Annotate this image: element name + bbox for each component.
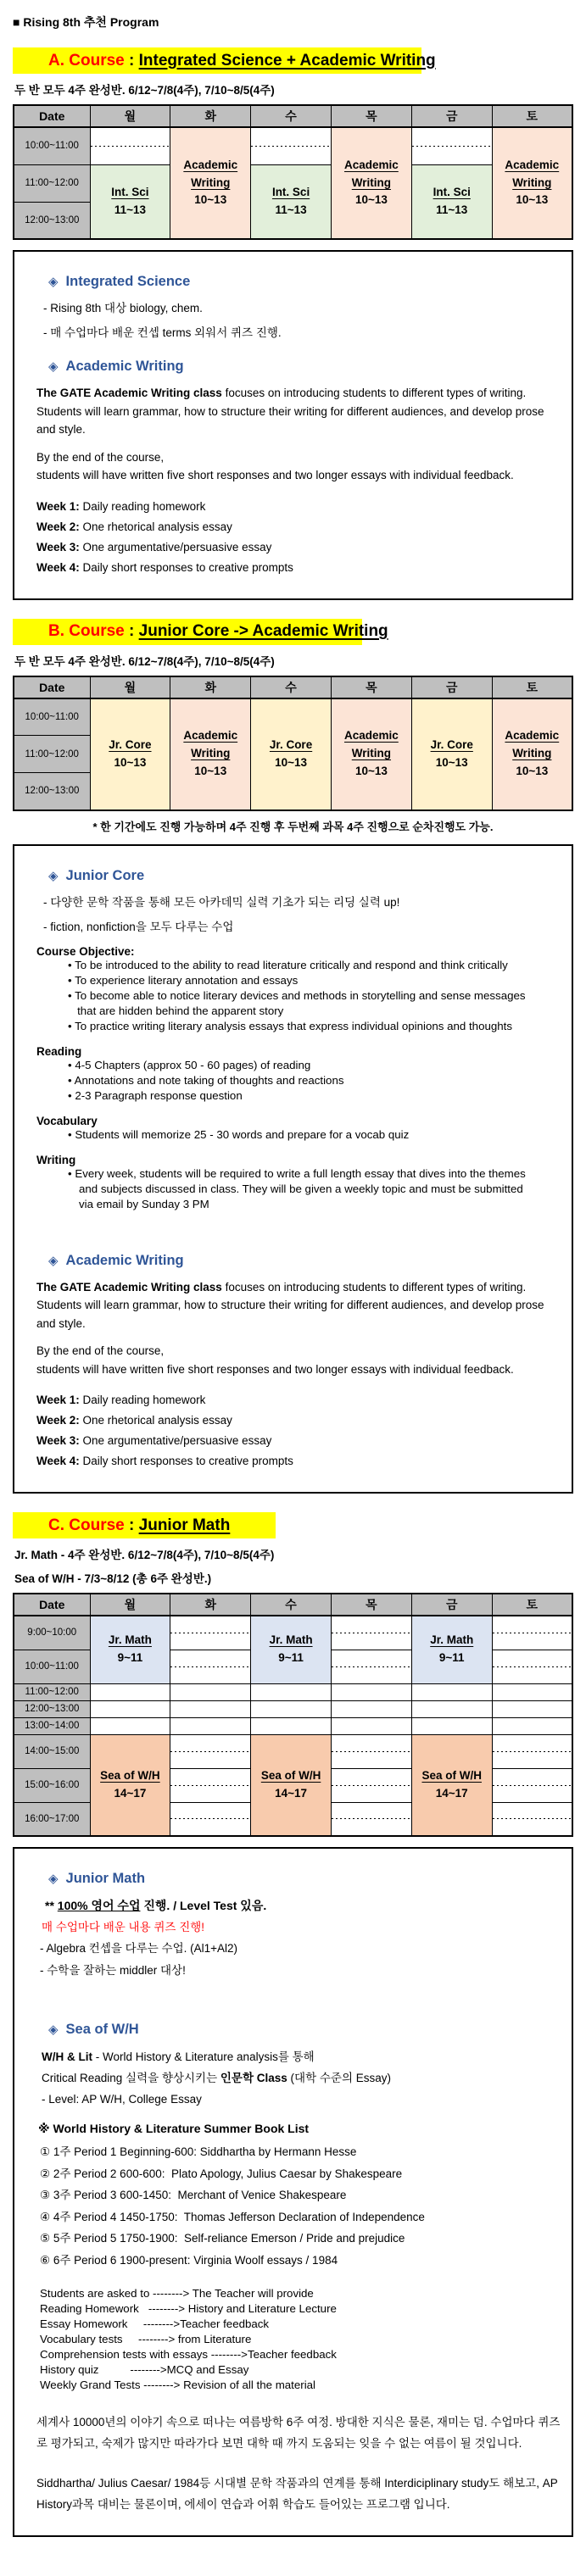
sea-paragraph-2: Siddhartha/ Julius Caesar/ 1984등 시대별 문학 작품과의 연계를 통해 Interdiciplinary study도 해보고, AP History과목 대비는 물론이며, 에세이 연습과 어휘 학습도 들어있는 프로그램 입니다. <box>36 2477 558 2511</box>
class-cell-sea-of-wh <box>411 1734 492 1836</box>
class-time: 11~13 <box>114 203 146 216</box>
table-row <box>14 1734 572 1768</box>
diamond-icon: ◈ <box>48 1872 59 1886</box>
booklist-title: ※ World History & Literature Summer Book List <box>38 2122 310 2135</box>
class-name: Jr. Core <box>430 737 473 751</box>
line1-underline: 100% 영어 수업 <box>57 1899 141 1912</box>
empty-cell <box>251 1683 332 1700</box>
diamond-icon: ◈ <box>48 359 59 374</box>
day-header-tue: 화 <box>170 676 251 698</box>
empty-cell <box>170 1616 251 1650</box>
course-b-title: Junior Core -> Academic Writing <box>138 622 388 640</box>
empty-cell <box>492 1616 572 1650</box>
line2-rest: (대학 수준의 Essay) <box>287 2072 391 2084</box>
list-item: - 다양한 문학 작품을 통해 모든 아카데믹 실력 기초가 되는 리딩 실력 up! <box>43 895 400 909</box>
day-header-fri: 금 <box>411 105 492 127</box>
line1-bold: W/H & Lit <box>42 2050 92 2063</box>
empty-cell <box>170 1802 251 1836</box>
week-label: Week 3: <box>36 540 80 554</box>
table-row <box>14 1717 572 1734</box>
class-cell-academic-writing <box>492 698 572 810</box>
class-name: Academic Writing <box>343 158 399 189</box>
class-time: 9~11 <box>438 1651 465 1665</box>
section-heading-academic-writing <box>48 359 550 375</box>
empty-cell <box>170 1650 251 1683</box>
empty-cell <box>331 1683 411 1700</box>
time-cell: 11:00~12:00 <box>14 1683 90 1700</box>
empty-cell <box>492 1650 572 1683</box>
homework-mapping-list <box>36 2286 550 2393</box>
writing-list <box>36 1166 550 1212</box>
week-label: Week 4: <box>36 1455 80 1467</box>
empty-cell <box>331 1717 411 1734</box>
table-row <box>14 1683 572 1700</box>
page-title: ■ Rising 8th 추천 Program <box>13 15 159 29</box>
junior-math-quiz-note: 매 수업마다 배운 내용 퀴즈 진행! <box>42 1921 205 1933</box>
time-cell: 16:00~17:00 <box>14 1802 90 1836</box>
diamond-icon: ◈ <box>48 275 59 289</box>
class-time: 10~13 <box>354 193 388 207</box>
list-item: Comprehension tests with essays -------->Teacher feedback <box>40 2348 337 2361</box>
week-plan <box>36 497 550 578</box>
course-a-label: A. Course <box>48 51 125 70</box>
class-cell-int-sci <box>251 164 332 239</box>
class-name: Academic Writing <box>505 158 560 189</box>
empty-cell <box>251 1717 332 1734</box>
class-time: 14~17 <box>435 1786 468 1800</box>
empty-cell <box>170 1717 251 1734</box>
class-name: Jr. Math <box>108 1633 152 1647</box>
week-row <box>36 558 550 578</box>
week-label: Week 1: <box>36 499 80 513</box>
sea-line1 <box>42 2046 550 2067</box>
course-a-description-box <box>13 250 573 600</box>
lead-rest-text: focuses on introducing students to different types of writing. Students will learn grammar, how to structure their writing for different audiences, and develop prose and style. <box>36 387 544 436</box>
class-name: Jr. Math <box>269 1633 313 1647</box>
empty-cell <box>90 1717 170 1734</box>
course-c-title: Junior Math <box>138 1516 231 1534</box>
time-cell: 12:00~13:00 <box>14 202 90 239</box>
list-item: ④ 4주 Period 4 1450-1750: Thomas Jefferson Declaration of Independence <box>40 2210 425 2223</box>
class-name: Academic Writing <box>343 729 399 760</box>
empty-cell <box>492 1734 572 1768</box>
list-item: - 매 수업마다 배운 컨셉 terms 외워서 퀴즈 진행. <box>43 326 282 339</box>
course-b-label: B. Course <box>48 622 125 640</box>
week-text: One argumentative/persuasive essay <box>79 540 272 554</box>
week-row <box>36 1431 550 1451</box>
diamond-icon: ◈ <box>48 2022 59 2037</box>
line1-prefix: ** <box>45 1899 58 1912</box>
lead-bold-text: The GATE Academic Writing class <box>36 1280 222 1294</box>
sea-paragraph-1: 세계사 10000년의 이야기 속으로 떠나는 여름방학 6주 여정. 방대한 지식은 물론, 재미는 덤. 수업마다 퀴즈로 평가되고, 숙제가 많지만 따라가다 보면 대학 때 까지 도움되는 잊을 수 없는 여름이 될 것입니다. <box>36 2416 561 2450</box>
class-cell-jr-math <box>411 1616 492 1683</box>
week-label: Week 2: <box>36 520 80 533</box>
section-heading-junior-math <box>48 1871 550 1887</box>
section-heading-text: Academic Writing <box>65 359 184 374</box>
time-cell: 14:00~15:00 <box>14 1734 90 1768</box>
time-cell: 12:00~13:00 <box>14 1700 90 1717</box>
week-label: Week 4: <box>36 560 80 574</box>
list-item: ③ 3주 Period 3 600-1450: Merchant of Venice Shakespeare <box>40 2189 347 2201</box>
empty-cell <box>331 1734 411 1768</box>
line1-rest: - World History & Literature analysis를 통해 <box>92 2050 315 2063</box>
course-a-title: Integrated Science + Academic Writing <box>138 51 436 70</box>
week-text: One rhetorical analysis essay <box>79 520 232 533</box>
list-item: that are hidden behind the apparent story <box>68 1004 284 1017</box>
course-b-banner <box>13 619 388 645</box>
course-c-subtitle-sea: Sea of W/H - 7/3~8/12 (총 6주 완성반.) <box>14 1572 212 1585</box>
list-item: - 수학을 잘하는 middler 대상! <box>40 1963 186 1977</box>
week-text: Daily reading homework <box>79 1394 206 1406</box>
table-row <box>14 164 572 202</box>
banner-separator: : <box>124 51 139 70</box>
day-header-tue: 화 <box>170 105 251 127</box>
class-cell-jr-core <box>411 698 492 810</box>
class-cell-academic-writing <box>331 127 411 239</box>
day-header-thu: 목 <box>331 1594 411 1616</box>
table-row <box>14 127 572 164</box>
empty-cell <box>90 1683 170 1700</box>
junior-math-bullets <box>36 1938 550 1981</box>
list-item: - Algebra 컨셉을 다루는 수업. (Al1+Al2) <box>40 1942 238 1955</box>
course-c-schedule-table <box>13 1593 573 1837</box>
section-heading-integrated-science <box>48 274 550 290</box>
week-row <box>36 537 550 558</box>
class-name: Jr. Math <box>430 1633 474 1647</box>
empty-cell <box>90 1700 170 1717</box>
list-item: Vocabulary tests --------> from Literature <box>40 2333 252 2345</box>
list-item: • To become able to notice literary devices and methods in storytelling and sense messages <box>68 988 526 1002</box>
section-heading-text: Junior Core <box>65 867 145 883</box>
list-item: • Every week, students will be required to write a full length essay that dives into the themes and subjects discussed in class. They will be given a weekly topic and must be submitted via email by Sunday 3 PM <box>68 1166 529 1210</box>
table-header-row <box>14 676 572 698</box>
day-header-mon: 월 <box>90 105 170 127</box>
week-row <box>36 497 550 517</box>
day-header-mon: 월 <box>90 1594 170 1616</box>
class-time: 10~13 <box>516 193 549 207</box>
list-item: - Rising 8th 대상 biology, chem. <box>43 302 203 314</box>
day-header-fri: 금 <box>411 1594 492 1616</box>
section-heading-academic-writing <box>48 1253 550 1269</box>
list-item: • To experience literary annotation and essays <box>68 973 299 987</box>
writing-label: Writing <box>36 1153 76 1166</box>
empty-cell <box>331 1768 411 1802</box>
class-time: 10~13 <box>435 755 468 769</box>
time-cell: 13:00~14:00 <box>14 1717 90 1734</box>
class-cell-int-sci <box>411 164 492 239</box>
course-a-banner <box>13 47 436 74</box>
table-row <box>14 698 572 736</box>
list-item: History quiz -------->MCQ and Essay <box>40 2363 249 2376</box>
class-name: Academic Writing <box>183 158 238 189</box>
course-a-subtitle: 두 반 모두 4주 완성반. 6/12~7/8(4주), 7/10~8/5(4주) <box>14 84 275 97</box>
course-c-label: C. Course <box>48 1516 125 1534</box>
list-item: ⑤ 5주 Period 5 1750-1900: Self-reliance Emerson / Pride and prejudice <box>40 2232 405 2245</box>
empty-cell <box>170 1683 251 1700</box>
week-label: Week 3: <box>36 1434 80 1447</box>
week-label: Week 2: <box>36 1414 80 1427</box>
class-name: Academic Writing <box>505 729 560 760</box>
course-b-description-box <box>13 844 573 1494</box>
list-item: ① 1주 Period 1 Beginning-600: Siddhartha by Hermann Hesse <box>40 2145 357 2158</box>
junior-math-line1 <box>45 1895 550 1917</box>
empty-cell <box>331 1700 411 1717</box>
section-heading-text: Academic Writing <box>65 1252 184 1268</box>
diamond-icon: ◈ <box>48 868 59 883</box>
week-text: Daily short responses to creative prompts <box>79 560 293 574</box>
time-cell: 11:00~12:00 <box>14 164 90 202</box>
section-heading-text: Junior Math <box>65 1871 146 1886</box>
class-time: 10~13 <box>275 755 308 769</box>
academic-writing-lead <box>36 384 564 439</box>
banner-separator: : <box>124 1516 139 1534</box>
academic-writing-outcome <box>36 1342 564 1378</box>
empty-cell <box>331 1802 411 1836</box>
lead-rest-text: focuses on introducing students to different types of writing. Students will learn grammar, how to structure their writing for different audiences, and develop prose and style. <box>36 1280 544 1330</box>
reading-label: Reading <box>36 1044 82 1058</box>
empty-cell <box>411 127 492 164</box>
course-c-description-box <box>13 1847 573 2537</box>
class-time: 10~13 <box>354 764 388 777</box>
list-item: • Students will memorize 25 - 30 words and prepare for a vocab quiz <box>68 1127 410 1141</box>
day-header-sat: 토 <box>492 105 572 127</box>
week-text: Daily short responses to creative prompts <box>79 1455 293 1467</box>
empty-cell <box>492 1768 572 1802</box>
list-item: - fiction, nonfiction을 모두 다루는 수업 <box>43 920 234 933</box>
banner-separator: : <box>124 622 139 640</box>
class-name: Jr. Core <box>269 737 313 751</box>
time-cell: 11:00~12:00 <box>14 736 90 773</box>
day-header-fri: 금 <box>411 676 492 698</box>
day-header-mon: 월 <box>90 676 170 698</box>
course-objective-list <box>36 958 550 1034</box>
section-heading-junior-core <box>48 868 550 884</box>
empty-cell <box>492 1683 572 1700</box>
course-b-subtitle: 두 반 모두 4주 완성반. 6/12~7/8(4주), 7/10~8/5(4주) <box>14 654 275 668</box>
class-cell-academic-writing <box>170 127 251 239</box>
class-cell-jr-math <box>251 1616 332 1683</box>
empty-cell <box>331 1616 411 1650</box>
course-objective-label: Course Objective: <box>36 944 135 958</box>
day-header-sat: 토 <box>492 1594 572 1616</box>
line1-rest: 진행. / Level Test 있음. <box>140 1899 267 1912</box>
empty-cell <box>170 1734 251 1768</box>
list-item: • Annotations and note taking of thoughts and reactions <box>68 1073 344 1087</box>
table-row <box>14 1700 572 1717</box>
empty-cell <box>411 1700 492 1717</box>
empty-cell <box>170 1700 251 1717</box>
reading-list <box>36 1058 550 1104</box>
day-header-wed: 수 <box>251 1594 332 1616</box>
sea-level-line: - Level: AP W/H, College Essay <box>42 2093 202 2106</box>
line2-pre: Critical Reading 실력을 향상시키는 <box>42 2072 220 2084</box>
empty-cell <box>492 1802 572 1836</box>
class-time: 14~17 <box>114 1786 147 1800</box>
class-time: 10~13 <box>194 764 227 777</box>
class-cell-sea-of-wh <box>251 1734 332 1836</box>
week-plan <box>36 1390 550 1472</box>
vocabulary-list <box>36 1127 550 1143</box>
week-text: One argumentative/persuasive essay <box>79 1434 272 1447</box>
class-time: 14~17 <box>275 1786 308 1800</box>
empty-cell <box>90 127 170 164</box>
week-row <box>36 1410 550 1431</box>
course-c-banner <box>13 1512 276 1538</box>
class-cell-academic-writing <box>170 698 251 810</box>
time-cell: 10:00~11:00 <box>14 698 90 736</box>
day-header-thu: 목 <box>331 676 411 698</box>
class-time: 10~13 <box>516 764 549 777</box>
empty-cell <box>251 127 332 164</box>
list-item: • To practice writing literary analysis essays that express individual opinions and thoughts <box>68 1019 512 1032</box>
lead-bold-text: The GATE Academic Writing class <box>36 387 222 399</box>
academic-writing-outcome <box>36 448 564 485</box>
list-item: Reading Homework --------> History and Literature Lecture <box>40 2302 337 2315</box>
list-item: ② 2주 Period 2 600-600: Plato Apology, Julius Caesar by Shakespeare <box>40 2167 403 2180</box>
date-header: Date <box>14 1594 90 1616</box>
class-time: 9~11 <box>278 1651 304 1665</box>
diamond-icon: ◈ <box>48 1253 59 1268</box>
outcome-line: students will have written five short responses and two longer essays with individual feedback. <box>36 469 514 481</box>
class-name: Int. Sci <box>433 185 471 198</box>
academic-writing-lead <box>36 1278 564 1333</box>
class-name: Int. Sci <box>271 185 310 198</box>
outcome-line: By the end of the course, <box>36 450 165 464</box>
day-header-wed: 수 <box>251 676 332 698</box>
class-name: Sea of W/H <box>421 1768 482 1782</box>
week-text: One rhetorical analysis essay <box>79 1414 232 1427</box>
line2-bold: 인문학 Class <box>220 2072 287 2084</box>
class-cell-int-sci <box>90 164 170 239</box>
day-header-wed: 수 <box>251 105 332 127</box>
int-sci-bullets <box>36 298 550 340</box>
list-item: • 4-5 Chapters (approx 50 - 60 pages) of reading <box>68 1058 311 1071</box>
section-heading-text: Integrated Science <box>65 274 191 289</box>
empty-cell <box>492 1717 572 1734</box>
list-item: • To be introduced to the ability to read literature critically and respond and think critically <box>68 958 508 971</box>
class-time: 10~13 <box>114 755 147 769</box>
day-header-tue: 화 <box>170 1594 251 1616</box>
empty-cell <box>492 1700 572 1717</box>
course-c-subtitle-jr-math: Jr. Math - 4주 완성반. 6/12~7/8(4주), 7/10~8/5(4주) <box>14 1549 275 1561</box>
outcome-line: By the end of the course, <box>36 1344 165 1357</box>
list-item: ⑥ 6주 Period 6 1900-present: Virginia Woolf essays / 1984 <box>40 2253 338 2267</box>
outcome-line: students will have written five short responses and two longer essays with individual feedback. <box>36 1362 514 1376</box>
day-header-sat: 토 <box>492 676 572 698</box>
class-name: Sea of W/H <box>260 1768 321 1782</box>
week-row <box>36 1451 550 1472</box>
class-name: Int. Sci <box>111 185 149 198</box>
day-header-thu: 목 <box>331 105 411 127</box>
vocabulary-label: Vocabulary <box>36 1114 98 1127</box>
class-name: Academic Writing <box>183 729 238 760</box>
section-heading-sea-of-wh <box>48 2022 550 2038</box>
class-cell-jr-math <box>90 1616 170 1683</box>
course-b-schedule-table <box>13 676 573 811</box>
class-name: Sea of W/H <box>100 1768 160 1782</box>
sea-line2 <box>42 2067 550 2089</box>
empty-cell <box>170 1768 251 1802</box>
class-name: Jr. Core <box>109 737 152 751</box>
class-cell-academic-writing <box>492 127 572 239</box>
time-cell: 9:00~10:00 <box>14 1616 90 1650</box>
time-cell: 10:00~11:00 <box>14 127 90 164</box>
course-b-note: * 한 기간에도 진행 가능하며 4주 진행 후 두번째 과목 4주 진행으로 순차진행도 가능. <box>92 820 494 833</box>
date-header: Date <box>14 105 90 127</box>
week-row <box>36 1390 550 1410</box>
section-heading-text: Sea of W/H <box>65 2022 139 2037</box>
class-time: 11~13 <box>436 203 468 216</box>
week-text: Daily reading homework <box>79 499 206 513</box>
time-cell: 15:00~16:00 <box>14 1768 90 1802</box>
class-cell-jr-core <box>251 698 332 810</box>
list-item: Essay Homework -------->Teacher feedback <box>40 2317 270 2330</box>
time-cell: 12:00~13:00 <box>14 773 90 810</box>
class-time: 9~11 <box>117 1651 143 1665</box>
list-item: • 2-3 Paragraph response question <box>68 1088 243 1102</box>
table-header-row <box>14 1594 572 1616</box>
junior-core-bullets <box>36 893 550 934</box>
week-row <box>36 517 550 537</box>
empty-cell <box>411 1717 492 1734</box>
date-header: Date <box>14 676 90 698</box>
list-item: Students are asked to --------> The Teacher will provide <box>40 2287 314 2300</box>
summer-book-list <box>36 2141 550 2271</box>
empty-cell <box>331 1650 411 1683</box>
class-cell-sea-of-wh <box>90 1734 170 1836</box>
list-item: Weekly Grand Tests --------> Revision of all the material <box>40 2378 316 2391</box>
time-cell: 10:00~11:00 <box>14 1650 90 1683</box>
table-header-row <box>14 105 572 127</box>
week-label: Week 1: <box>36 1394 80 1406</box>
class-time: 11~13 <box>275 203 307 216</box>
course-a-schedule-table <box>13 104 573 240</box>
empty-cell <box>411 1683 492 1700</box>
class-time: 10~13 <box>194 193 227 207</box>
table-row <box>14 1616 572 1650</box>
empty-cell <box>251 1700 332 1717</box>
class-cell-academic-writing <box>331 698 411 810</box>
class-cell-jr-core <box>90 698 170 810</box>
